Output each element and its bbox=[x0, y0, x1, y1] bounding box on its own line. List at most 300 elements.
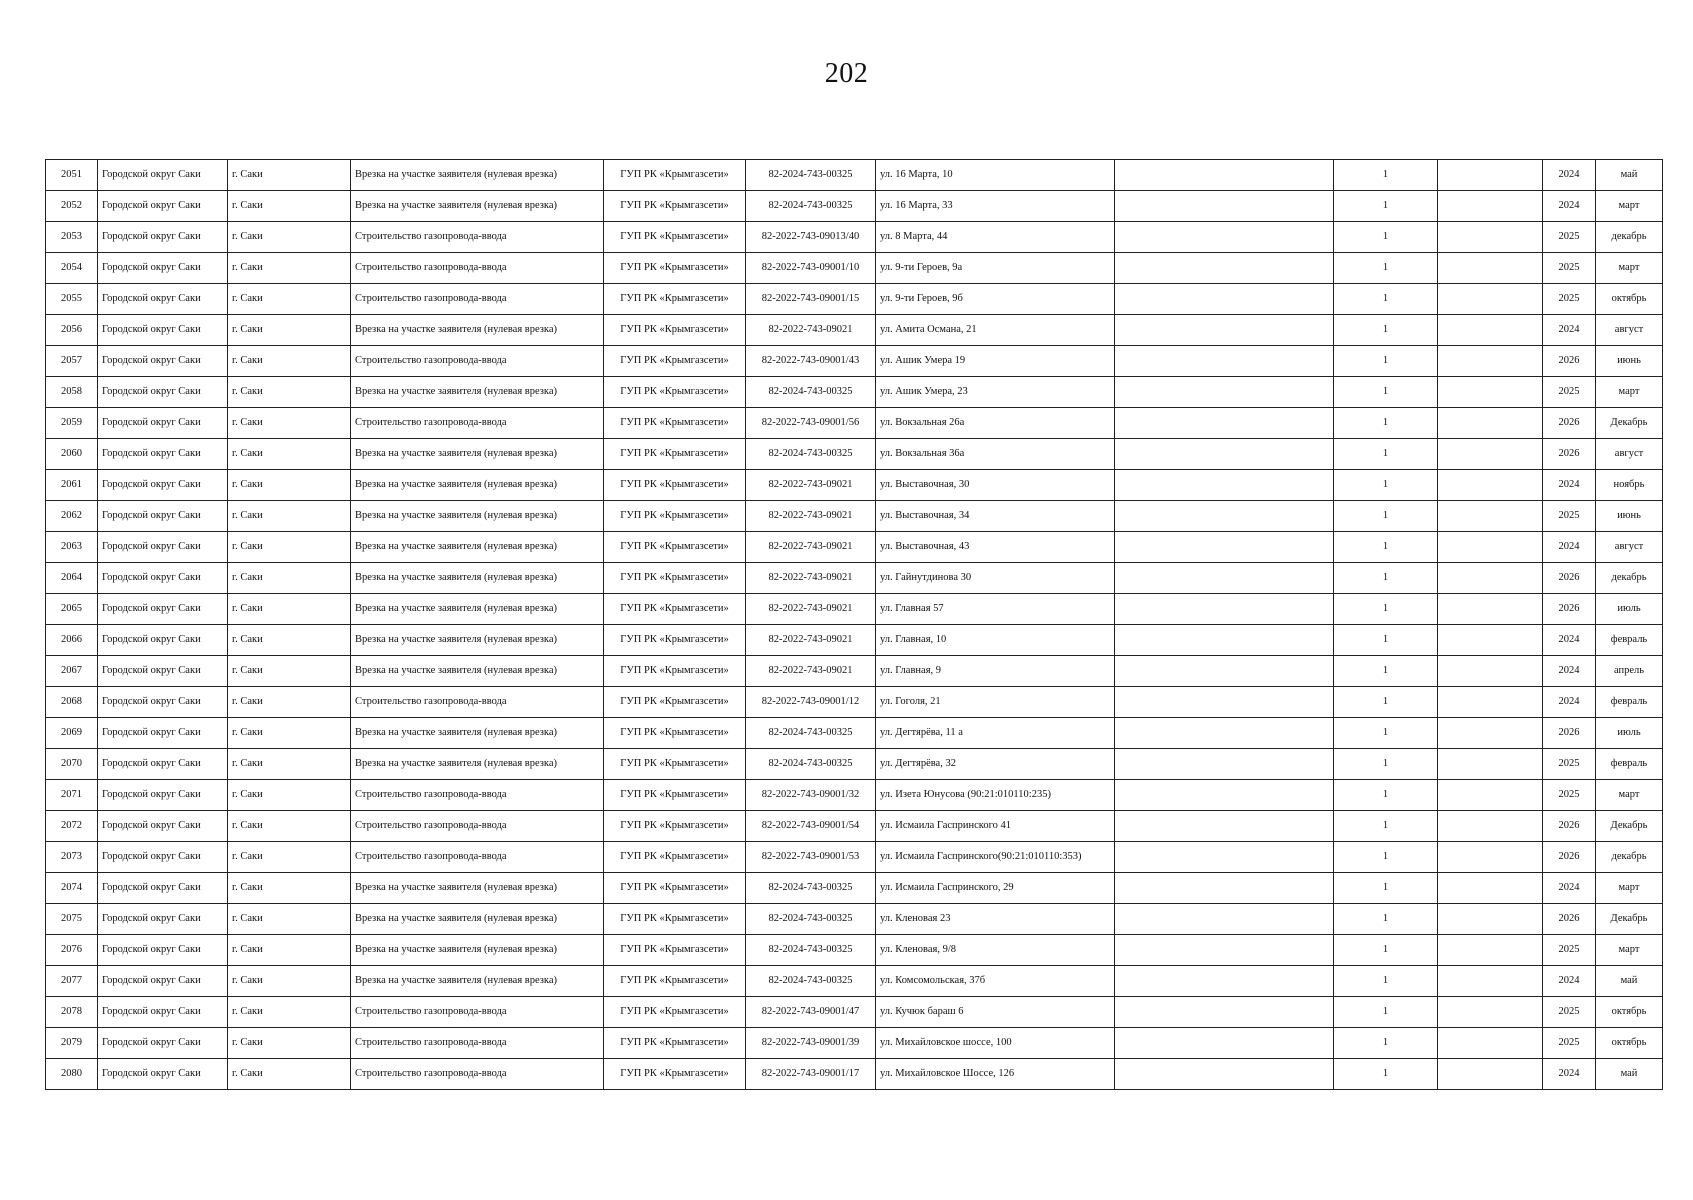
row-number-cell: 2066 bbox=[46, 625, 98, 656]
month-cell: июнь bbox=[1596, 501, 1663, 532]
row-number-cell: 2067 bbox=[46, 656, 98, 687]
address-cell: ул. 9-ти Героев, 9а bbox=[876, 253, 1115, 284]
empty-cell bbox=[1438, 346, 1543, 377]
month-cell: июнь bbox=[1596, 346, 1663, 377]
empty-cell bbox=[1115, 501, 1334, 532]
year-cell: 2026 bbox=[1543, 904, 1596, 935]
project-code-cell: 82-2022-743-09013/40 bbox=[746, 222, 876, 253]
month-cell: Декабрь bbox=[1596, 904, 1663, 935]
district-cell: Городской округ Саки bbox=[98, 656, 228, 687]
month-cell: октябрь bbox=[1596, 1028, 1663, 1059]
project-code-cell: 82-2022-743-09001/53 bbox=[746, 842, 876, 873]
table-row bbox=[46, 625, 1663, 656]
year-cell: 2024 bbox=[1543, 656, 1596, 687]
month-cell: март bbox=[1596, 253, 1663, 284]
quantity-cell: 1 bbox=[1334, 470, 1438, 501]
city-cell: г. Саки bbox=[228, 749, 351, 780]
quantity-cell: 1 bbox=[1334, 501, 1438, 532]
year-cell: 2025 bbox=[1543, 935, 1596, 966]
district-cell: Городской округ Саки bbox=[98, 594, 228, 625]
empty-cell bbox=[1438, 718, 1543, 749]
empty-cell bbox=[1115, 315, 1334, 346]
quantity-cell: 1 bbox=[1334, 222, 1438, 253]
work-type-cell: Врезка на участке заявителя (нулевая врезка) bbox=[351, 749, 604, 780]
empty-cell bbox=[1438, 594, 1543, 625]
executor-cell: ГУП РК «Крымгазсети» bbox=[604, 501, 746, 532]
year-cell: 2024 bbox=[1543, 873, 1596, 904]
row-number-cell: 2078 bbox=[46, 997, 98, 1028]
row-number-cell: 2072 bbox=[46, 811, 98, 842]
address-cell: ул. Кленовая, 9/8 bbox=[876, 935, 1115, 966]
quantity-cell: 1 bbox=[1334, 966, 1438, 997]
table-row bbox=[46, 160, 1663, 191]
table-row bbox=[46, 284, 1663, 315]
empty-cell bbox=[1438, 532, 1543, 563]
row-number-cell: 2057 bbox=[46, 346, 98, 377]
address-cell: ул. Выставочная, 34 bbox=[876, 501, 1115, 532]
year-cell: 2025 bbox=[1543, 253, 1596, 284]
month-cell: март bbox=[1596, 780, 1663, 811]
city-cell: г. Саки bbox=[228, 470, 351, 501]
empty-cell bbox=[1115, 904, 1334, 935]
quantity-cell: 1 bbox=[1334, 377, 1438, 408]
address-cell: ул. Ашик Умера, 23 bbox=[876, 377, 1115, 408]
work-type-cell: Строительство газопровода-ввода bbox=[351, 997, 604, 1028]
empty-cell bbox=[1438, 253, 1543, 284]
project-code-cell: 82-2022-743-09001/32 bbox=[746, 780, 876, 811]
address-cell: ул. Главная, 10 bbox=[876, 625, 1115, 656]
work-type-cell: Врезка на участке заявителя (нулевая врезка) bbox=[351, 935, 604, 966]
table-row bbox=[46, 997, 1663, 1028]
row-number-cell: 2074 bbox=[46, 873, 98, 904]
address-cell: ул. Гайнутдинова 30 bbox=[876, 563, 1115, 594]
year-cell: 2026 bbox=[1543, 408, 1596, 439]
district-cell: Городской округ Саки bbox=[98, 160, 228, 191]
table-row bbox=[46, 346, 1663, 377]
address-cell: ул. Главная 57 bbox=[876, 594, 1115, 625]
empty-cell bbox=[1115, 1059, 1334, 1090]
month-cell: март bbox=[1596, 377, 1663, 408]
quantity-cell: 1 bbox=[1334, 997, 1438, 1028]
project-code-cell: 82-2022-743-09021 bbox=[746, 315, 876, 346]
project-code-cell: 82-2022-743-09001/15 bbox=[746, 284, 876, 315]
empty-cell bbox=[1438, 160, 1543, 191]
empty-cell bbox=[1115, 594, 1334, 625]
empty-cell bbox=[1438, 904, 1543, 935]
district-cell: Городской округ Саки bbox=[98, 191, 228, 222]
empty-cell bbox=[1115, 811, 1334, 842]
empty-cell bbox=[1438, 966, 1543, 997]
project-code-cell: 82-2024-743-00325 bbox=[746, 191, 876, 222]
empty-cell bbox=[1438, 1059, 1543, 1090]
address-cell: ул. 8 Марта, 44 bbox=[876, 222, 1115, 253]
executor-cell: ГУП РК «Крымгазсети» bbox=[604, 1059, 746, 1090]
empty-cell bbox=[1115, 563, 1334, 594]
quantity-cell: 1 bbox=[1334, 780, 1438, 811]
address-cell: ул. Ашик Умера 19 bbox=[876, 346, 1115, 377]
row-number-cell: 2055 bbox=[46, 284, 98, 315]
city-cell: г. Саки bbox=[228, 718, 351, 749]
month-cell: август bbox=[1596, 439, 1663, 470]
work-type-cell: Врезка на участке заявителя (нулевая врезка) bbox=[351, 470, 604, 501]
table-row bbox=[46, 532, 1663, 563]
empty-cell bbox=[1438, 687, 1543, 718]
work-type-cell: Врезка на участке заявителя (нулевая врезка) bbox=[351, 625, 604, 656]
city-cell: г. Саки bbox=[228, 997, 351, 1028]
row-number-cell: 2058 bbox=[46, 377, 98, 408]
work-type-cell: Строительство газопровода-ввода bbox=[351, 842, 604, 873]
table-row bbox=[46, 966, 1663, 997]
table-row bbox=[46, 904, 1663, 935]
table-row bbox=[46, 439, 1663, 470]
empty-cell bbox=[1438, 408, 1543, 439]
district-cell: Городской округ Саки bbox=[98, 253, 228, 284]
empty-cell bbox=[1115, 191, 1334, 222]
page-number: 202 bbox=[824, 58, 869, 89]
month-cell: февраль bbox=[1596, 749, 1663, 780]
work-type-cell: Строительство газопровода-ввода bbox=[351, 811, 604, 842]
table-row bbox=[46, 253, 1663, 284]
empty-cell bbox=[1115, 780, 1334, 811]
city-cell: г. Саки bbox=[228, 594, 351, 625]
executor-cell: ГУП РК «Крымгазсети» bbox=[604, 315, 746, 346]
row-number-cell: 2059 bbox=[46, 408, 98, 439]
work-type-cell: Врезка на участке заявителя (нулевая врезка) bbox=[351, 160, 604, 191]
table-row bbox=[46, 935, 1663, 966]
empty-cell bbox=[1115, 408, 1334, 439]
month-cell: февраль bbox=[1596, 625, 1663, 656]
row-number-cell: 2069 bbox=[46, 718, 98, 749]
executor-cell: ГУП РК «Крымгазсети» bbox=[604, 966, 746, 997]
city-cell: г. Саки bbox=[228, 656, 351, 687]
month-cell: июль bbox=[1596, 718, 1663, 749]
quantity-cell: 1 bbox=[1334, 346, 1438, 377]
year-cell: 2026 bbox=[1543, 346, 1596, 377]
project-code-cell: 82-2022-743-09021 bbox=[746, 532, 876, 563]
city-cell: г. Саки bbox=[228, 532, 351, 563]
city-cell: г. Саки bbox=[228, 811, 351, 842]
work-type-cell: Врезка на участке заявителя (нулевая врезка) bbox=[351, 315, 604, 346]
project-code-cell: 82-2022-743-09001/17 bbox=[746, 1059, 876, 1090]
work-type-cell: Строительство газопровода-ввода bbox=[351, 346, 604, 377]
empty-cell bbox=[1438, 470, 1543, 501]
project-code-cell: 82-2024-743-00325 bbox=[746, 718, 876, 749]
table-row bbox=[46, 377, 1663, 408]
project-code-cell: 82-2022-743-09021 bbox=[746, 594, 876, 625]
project-code-cell: 82-2024-743-00325 bbox=[746, 966, 876, 997]
address-cell: ул. Кучюк бараш 6 bbox=[876, 997, 1115, 1028]
month-cell: август bbox=[1596, 315, 1663, 346]
work-type-cell: Врезка на участке заявителя (нулевая врезка) bbox=[351, 873, 604, 904]
empty-cell bbox=[1438, 625, 1543, 656]
month-cell: март bbox=[1596, 191, 1663, 222]
row-number-cell: 2061 bbox=[46, 470, 98, 501]
table-body bbox=[46, 160, 1663, 1090]
quantity-cell: 1 bbox=[1334, 873, 1438, 904]
empty-cell bbox=[1438, 377, 1543, 408]
executor-cell: ГУП РК «Крымгазсети» bbox=[604, 470, 746, 501]
work-type-cell: Строительство газопровода-ввода bbox=[351, 284, 604, 315]
empty-cell bbox=[1438, 191, 1543, 222]
empty-cell bbox=[1438, 222, 1543, 253]
city-cell: г. Саки bbox=[228, 501, 351, 532]
month-cell: март bbox=[1596, 935, 1663, 966]
row-number-cell: 2051 bbox=[46, 160, 98, 191]
empty-cell bbox=[1438, 811, 1543, 842]
empty-cell bbox=[1115, 842, 1334, 873]
year-cell: 2024 bbox=[1543, 160, 1596, 191]
city-cell: г. Саки bbox=[228, 904, 351, 935]
address-cell: ул. Исмаила Гаспринского, 29 bbox=[876, 873, 1115, 904]
executor-cell: ГУП РК «Крымгазсети» bbox=[604, 687, 746, 718]
executor-cell: ГУП РК «Крымгазсети» bbox=[604, 656, 746, 687]
city-cell: г. Саки bbox=[228, 315, 351, 346]
executor-cell: ГУП РК «Крымгазсети» bbox=[604, 222, 746, 253]
address-cell: ул. Амита Османа, 21 bbox=[876, 315, 1115, 346]
executor-cell: ГУП РК «Крымгазсети» bbox=[604, 1028, 746, 1059]
table-row bbox=[46, 1028, 1663, 1059]
empty-cell bbox=[1438, 997, 1543, 1028]
empty-cell bbox=[1115, 532, 1334, 563]
project-code-cell: 82-2024-743-00325 bbox=[746, 160, 876, 191]
city-cell: г. Саки bbox=[228, 842, 351, 873]
executor-cell: ГУП РК «Крымгазсети» bbox=[604, 749, 746, 780]
city-cell: г. Саки bbox=[228, 222, 351, 253]
project-code-cell: 82-2022-743-09021 bbox=[746, 470, 876, 501]
work-type-cell: Врезка на участке заявителя (нулевая врезка) bbox=[351, 656, 604, 687]
project-code-cell: 82-2022-743-09021 bbox=[746, 656, 876, 687]
row-number-cell: 2064 bbox=[46, 563, 98, 594]
empty-cell bbox=[1438, 656, 1543, 687]
address-cell: ул. Исмаила Гаспринского(90:21:010110:353) bbox=[876, 842, 1115, 873]
empty-cell bbox=[1438, 563, 1543, 594]
year-cell: 2024 bbox=[1543, 470, 1596, 501]
city-cell: г. Саки bbox=[228, 377, 351, 408]
empty-cell bbox=[1115, 284, 1334, 315]
table-row bbox=[46, 594, 1663, 625]
row-number-cell: 2054 bbox=[46, 253, 98, 284]
quantity-cell: 1 bbox=[1334, 811, 1438, 842]
address-cell: ул. Исмаила Гаспринского 41 bbox=[876, 811, 1115, 842]
address-cell: ул. Комсомольская, 37б bbox=[876, 966, 1115, 997]
address-cell: ул. Изета Юнусова (90:21:010110:235) bbox=[876, 780, 1115, 811]
row-number-cell: 2065 bbox=[46, 594, 98, 625]
city-cell: г. Саки bbox=[228, 935, 351, 966]
row-number-cell: 2071 bbox=[46, 780, 98, 811]
month-cell: декабрь bbox=[1596, 222, 1663, 253]
address-cell: ул. Вокзальная 36а bbox=[876, 439, 1115, 470]
year-cell: 2025 bbox=[1543, 997, 1596, 1028]
empty-cell bbox=[1115, 470, 1334, 501]
row-number-cell: 2077 bbox=[46, 966, 98, 997]
row-number-cell: 2052 bbox=[46, 191, 98, 222]
city-cell: г. Саки bbox=[228, 1059, 351, 1090]
executor-cell: ГУП РК «Крымгазсети» bbox=[604, 625, 746, 656]
row-number-cell: 2073 bbox=[46, 842, 98, 873]
district-cell: Городской округ Саки bbox=[98, 687, 228, 718]
work-type-cell: Врезка на участке заявителя (нулевая врезка) bbox=[351, 718, 604, 749]
executor-cell: ГУП РК «Крымгазсети» bbox=[604, 904, 746, 935]
row-number-cell: 2060 bbox=[46, 439, 98, 470]
district-cell: Городской округ Саки bbox=[98, 625, 228, 656]
quantity-cell: 1 bbox=[1334, 160, 1438, 191]
address-cell: ул. Выставочная, 43 bbox=[876, 532, 1115, 563]
work-type-cell: Строительство газопровода-ввода bbox=[351, 408, 604, 439]
project-code-cell: 82-2022-743-09021 bbox=[746, 501, 876, 532]
district-cell: Городской округ Саки bbox=[98, 718, 228, 749]
district-cell: Городской округ Саки bbox=[98, 315, 228, 346]
work-type-cell: Строительство газопровода-ввода bbox=[351, 1028, 604, 1059]
empty-cell bbox=[1115, 377, 1334, 408]
city-cell: г. Саки bbox=[228, 160, 351, 191]
district-cell: Городской округ Саки bbox=[98, 811, 228, 842]
address-cell: ул. Дегтярёва, 32 bbox=[876, 749, 1115, 780]
table-row bbox=[46, 191, 1663, 222]
table-row bbox=[46, 780, 1663, 811]
table-row bbox=[46, 873, 1663, 904]
empty-cell bbox=[1115, 439, 1334, 470]
empty-cell bbox=[1438, 284, 1543, 315]
year-cell: 2025 bbox=[1543, 1028, 1596, 1059]
project-code-cell: 82-2022-743-09001/56 bbox=[746, 408, 876, 439]
district-cell: Городской округ Саки bbox=[98, 997, 228, 1028]
table-row bbox=[46, 687, 1663, 718]
quantity-cell: 1 bbox=[1334, 842, 1438, 873]
quantity-cell: 1 bbox=[1334, 532, 1438, 563]
city-cell: г. Саки bbox=[228, 284, 351, 315]
city-cell: г. Саки bbox=[228, 346, 351, 377]
year-cell: 2024 bbox=[1543, 191, 1596, 222]
quantity-cell: 1 bbox=[1334, 687, 1438, 718]
empty-cell bbox=[1438, 439, 1543, 470]
project-code-cell: 82-2024-743-00325 bbox=[746, 749, 876, 780]
row-number-cell: 2080 bbox=[46, 1059, 98, 1090]
district-cell: Городской округ Саки bbox=[98, 284, 228, 315]
month-cell: декабрь bbox=[1596, 842, 1663, 873]
quantity-cell: 1 bbox=[1334, 656, 1438, 687]
executor-cell: ГУП РК «Крымгазсети» bbox=[604, 997, 746, 1028]
row-number-cell: 2062 bbox=[46, 501, 98, 532]
city-cell: г. Саки bbox=[228, 780, 351, 811]
project-code-cell: 82-2022-743-09001/39 bbox=[746, 1028, 876, 1059]
row-number-cell: 2056 bbox=[46, 315, 98, 346]
district-cell: Городской округ Саки bbox=[98, 532, 228, 563]
address-cell: ул. 16 Марта, 33 bbox=[876, 191, 1115, 222]
address-cell: ул. Михайловское шоссе, 100 bbox=[876, 1028, 1115, 1059]
project-code-cell: 82-2022-743-09001/47 bbox=[746, 997, 876, 1028]
project-code-cell: 82-2022-743-09021 bbox=[746, 563, 876, 594]
empty-cell bbox=[1115, 222, 1334, 253]
executor-cell: ГУП РК «Крымгазсети» bbox=[604, 253, 746, 284]
month-cell: май bbox=[1596, 160, 1663, 191]
empty-cell bbox=[1438, 501, 1543, 532]
month-cell: Декабрь bbox=[1596, 408, 1663, 439]
empty-cell bbox=[1115, 253, 1334, 284]
month-cell: май bbox=[1596, 1059, 1663, 1090]
city-cell: г. Саки bbox=[228, 625, 351, 656]
year-cell: 2024 bbox=[1543, 315, 1596, 346]
year-cell: 2024 bbox=[1543, 532, 1596, 563]
month-cell: Декабрь bbox=[1596, 811, 1663, 842]
year-cell: 2025 bbox=[1543, 749, 1596, 780]
work-type-cell: Врезка на участке заявителя (нулевая врезка) bbox=[351, 191, 604, 222]
project-code-cell: 82-2022-743-09001/10 bbox=[746, 253, 876, 284]
year-cell: 2026 bbox=[1543, 439, 1596, 470]
empty-cell bbox=[1115, 160, 1334, 191]
work-type-cell: Строительство газопровода-ввода bbox=[351, 253, 604, 284]
table-row bbox=[46, 656, 1663, 687]
city-cell: г. Саки bbox=[228, 687, 351, 718]
city-cell: г. Саки bbox=[228, 439, 351, 470]
quantity-cell: 1 bbox=[1334, 1059, 1438, 1090]
empty-cell bbox=[1115, 346, 1334, 377]
district-cell: Городской округ Саки bbox=[98, 1059, 228, 1090]
quantity-cell: 1 bbox=[1334, 191, 1438, 222]
work-type-cell: Врезка на участке заявителя (нулевая врезка) bbox=[351, 904, 604, 935]
district-cell: Городской округ Саки bbox=[98, 563, 228, 594]
empty-cell bbox=[1438, 315, 1543, 346]
project-code-cell: 82-2022-743-09001/12 bbox=[746, 687, 876, 718]
year-cell: 2026 bbox=[1543, 594, 1596, 625]
empty-cell bbox=[1115, 935, 1334, 966]
work-type-cell: Строительство газопровода-ввода bbox=[351, 687, 604, 718]
executor-cell: ГУП РК «Крымгазсети» bbox=[604, 563, 746, 594]
work-type-cell: Строительство газопровода-ввода bbox=[351, 222, 604, 253]
row-number-cell: 2068 bbox=[46, 687, 98, 718]
gasification-table bbox=[45, 159, 1663, 1090]
city-cell: г. Саки bbox=[228, 253, 351, 284]
empty-cell bbox=[1438, 842, 1543, 873]
empty-cell bbox=[1115, 625, 1334, 656]
executor-cell: ГУП РК «Крымгазсети» bbox=[604, 811, 746, 842]
executor-cell: ГУП РК «Крымгазсети» bbox=[604, 346, 746, 377]
quantity-cell: 1 bbox=[1334, 749, 1438, 780]
work-type-cell: Врезка на участке заявителя (нулевая врезка) bbox=[351, 439, 604, 470]
district-cell: Городской округ Саки bbox=[98, 780, 228, 811]
empty-cell bbox=[1115, 687, 1334, 718]
project-code-cell: 82-2024-743-00325 bbox=[746, 935, 876, 966]
year-cell: 2025 bbox=[1543, 284, 1596, 315]
month-cell: октябрь bbox=[1596, 284, 1663, 315]
table-row bbox=[46, 718, 1663, 749]
executor-cell: ГУП РК «Крымгазсети» bbox=[604, 408, 746, 439]
district-cell: Городской округ Саки bbox=[98, 966, 228, 997]
quantity-cell: 1 bbox=[1334, 315, 1438, 346]
work-type-cell: Врезка на участке заявителя (нулевая врезка) bbox=[351, 501, 604, 532]
table-row bbox=[46, 470, 1663, 501]
month-cell: декабрь bbox=[1596, 563, 1663, 594]
district-cell: Городской округ Саки bbox=[98, 904, 228, 935]
empty-cell bbox=[1115, 873, 1334, 904]
executor-cell: ГУП РК «Крымгазсети» bbox=[604, 160, 746, 191]
table-row bbox=[46, 501, 1663, 532]
year-cell: 2024 bbox=[1543, 966, 1596, 997]
table-row bbox=[46, 315, 1663, 346]
district-cell: Городской округ Саки bbox=[98, 377, 228, 408]
table-row bbox=[46, 408, 1663, 439]
city-cell: г. Саки bbox=[228, 1028, 351, 1059]
executor-cell: ГУП РК «Крымгазсети» bbox=[604, 284, 746, 315]
executor-cell: ГУП РК «Крымгазсети» bbox=[604, 191, 746, 222]
project-code-cell: 82-2022-743-09001/54 bbox=[746, 811, 876, 842]
year-cell: 2025 bbox=[1543, 222, 1596, 253]
district-cell: Городской округ Саки bbox=[98, 501, 228, 532]
project-code-cell: 82-2024-743-00325 bbox=[746, 439, 876, 470]
executor-cell: ГУП РК «Крымгазсети» bbox=[604, 935, 746, 966]
district-cell: Городской округ Саки bbox=[98, 873, 228, 904]
executor-cell: ГУП РК «Крымгазсети» bbox=[604, 594, 746, 625]
executor-cell: ГУП РК «Крымгазсети» bbox=[604, 842, 746, 873]
